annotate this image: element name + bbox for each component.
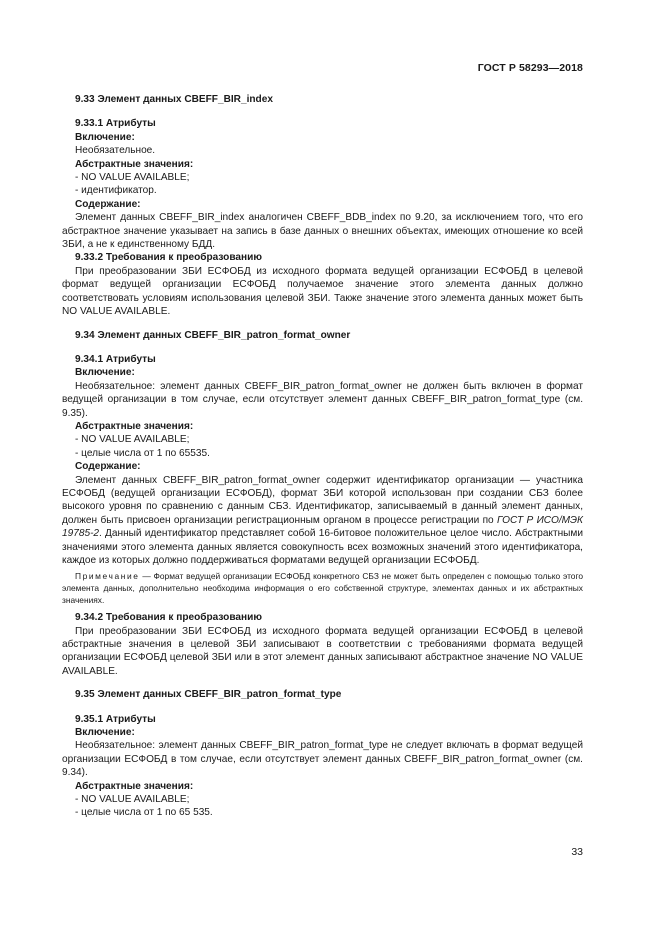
standard-reference-link: ГОСТ Р ИСО/МЭК 19785-2 xyxy=(62,514,583,540)
standard-number: ГОСТ Р 58293—2018 xyxy=(477,62,583,74)
inclusion-label: Включение: xyxy=(75,367,135,379)
abstract-value-item: - NO VALUE AVAILABLE; xyxy=(75,794,190,806)
content-paragraph: Элемент данных CBEFF_BIR_index аналогичен CBEFF_BDB_index по 9.20, за исключением того, что его абстрактное значение указывает на запись в базе данных о внешних объектах, имеющих отношение ко всей ЗБИ, а не к единственному БДД. xyxy=(62,212,583,251)
inclusion-label: Включение: xyxy=(75,727,135,739)
inclusion-text: Необязательное. xyxy=(75,145,156,157)
page-body xyxy=(62,93,583,820)
note-label: Примечание xyxy=(75,571,140,582)
subsection-9-34-2-title: 9.34.2 Требования к преобразованию xyxy=(75,612,262,624)
subsection-9-35-1-title: 9.35.1 Атрибуты xyxy=(75,713,156,725)
abstract-values-label: Абстрактные значения: xyxy=(75,420,194,432)
abstract-value-item: - целые числа от 1 по 65 535. xyxy=(75,807,213,819)
content-text-part: Элемент данных CBEFF_BIR_patron_format_owner содержит идентификатор организации — участника ЕСФОБД (ведущей организации ЕСФОБД), формат ЗБИ которой использован при создании СБЗ более высокого уровня по сравнению с данным СБЗ. Идентификатор, записываемый в данный элемент данных, должен быть присвоен организации регистрационным органом в процессе регистрации по xyxy=(62,474,583,526)
abstract-value-item: - целые числа от 1 по 65535. xyxy=(75,447,210,459)
subsection-9-34-1-title: 9.34.1 Атрибуты xyxy=(75,353,156,365)
note-paragraph xyxy=(62,571,583,606)
subsection-9-33-2-title: 9.33.2 Требования к преобразованию xyxy=(75,252,262,264)
content-label: Содержание: xyxy=(75,461,141,473)
inclusion-paragraph: Необязательное: элемент данных CBEFF_BIR_patron_format_owner не должен быть включен в формат ведущей организации в том случае, если отсутствует элемент данных CBEFF_BIR_patron_format_type (см. 9.35). xyxy=(62,380,583,419)
abstract-values-label: Абстрактные значения: xyxy=(75,780,194,792)
content-text-part: . Данный идентификатор представляет собой 16-битовое положительное целое число. Абстрактными значениями этого элемента данных является совокупность всех возможных значений этого идентификатора, каждое из которых должно поддерживаться форматами ведущей организации ЕСФОБД. xyxy=(62,528,583,566)
requirements-paragraph: При преобразовании ЗБИ ЕСФОБД из исходного формата ведущей организации ЕСФОБД в целевой формат ведущей организации ЕСФОБД получаемое значение этого элемента данных должно соответствовать условиям использования целевой ЗБИ. Также значение этого элемента данных может быть NO VALUE AVAILABLE. xyxy=(62,265,583,318)
inclusion-paragraph: Необязательное: элемент данных CBEFF_BIR_patron_format_type не следует включать в формат ведущей организации ЕСФОБД в том случае, если отсутствует элемент данных CBEFF_BIR_patron_format_owner (см. 9.34). xyxy=(62,740,583,779)
inclusion-label: Включение: xyxy=(75,131,135,143)
section-9-34-title: 9.34 Элемент данных CBEFF_BIR_patron_format_owner xyxy=(75,329,351,341)
content-label: Содержание: xyxy=(75,198,141,210)
abstract-value-item: - NO VALUE AVAILABLE; xyxy=(75,434,190,446)
section-9-33-title: 9.33 Элемент данных CBEFF_BIR_index xyxy=(75,94,273,105)
abstract-value-item: - идентификатор. xyxy=(75,185,157,197)
content-paragraph xyxy=(62,474,583,568)
subsection-9-33-1-title: 9.33.1 Атрибуты xyxy=(75,118,156,130)
abstract-value-item: - NO VALUE AVAILABLE; xyxy=(75,172,190,184)
section-9-35-title: 9.35 Элемент данных CBEFF_BIR_patron_format_type xyxy=(75,689,342,701)
note-text: — Формат ведущей организации ЕСФОБД конкретного СБЗ не может быть определен с помощью только этого элемента данных, дополнительно необходима информация о его собственной структуре, элементах данных и их абстрактных значениях. xyxy=(62,571,583,605)
page-number: 33 xyxy=(571,846,583,858)
abstract-values-label: Абстрактные значения: xyxy=(75,158,194,170)
requirements-paragraph: При преобразовании ЗБИ ЕСФОБД из исходного формата ведущей организации ЕСФОБД в целевой абстрактные значения в целевой ЗБИ записывают в соответствии с требованиями формата ведущей организации ЕСФОБД целевой ЗБИ или в этот элемент данных записывают абстрактное значение NO VALUE AVAILABLE. xyxy=(62,625,583,677)
